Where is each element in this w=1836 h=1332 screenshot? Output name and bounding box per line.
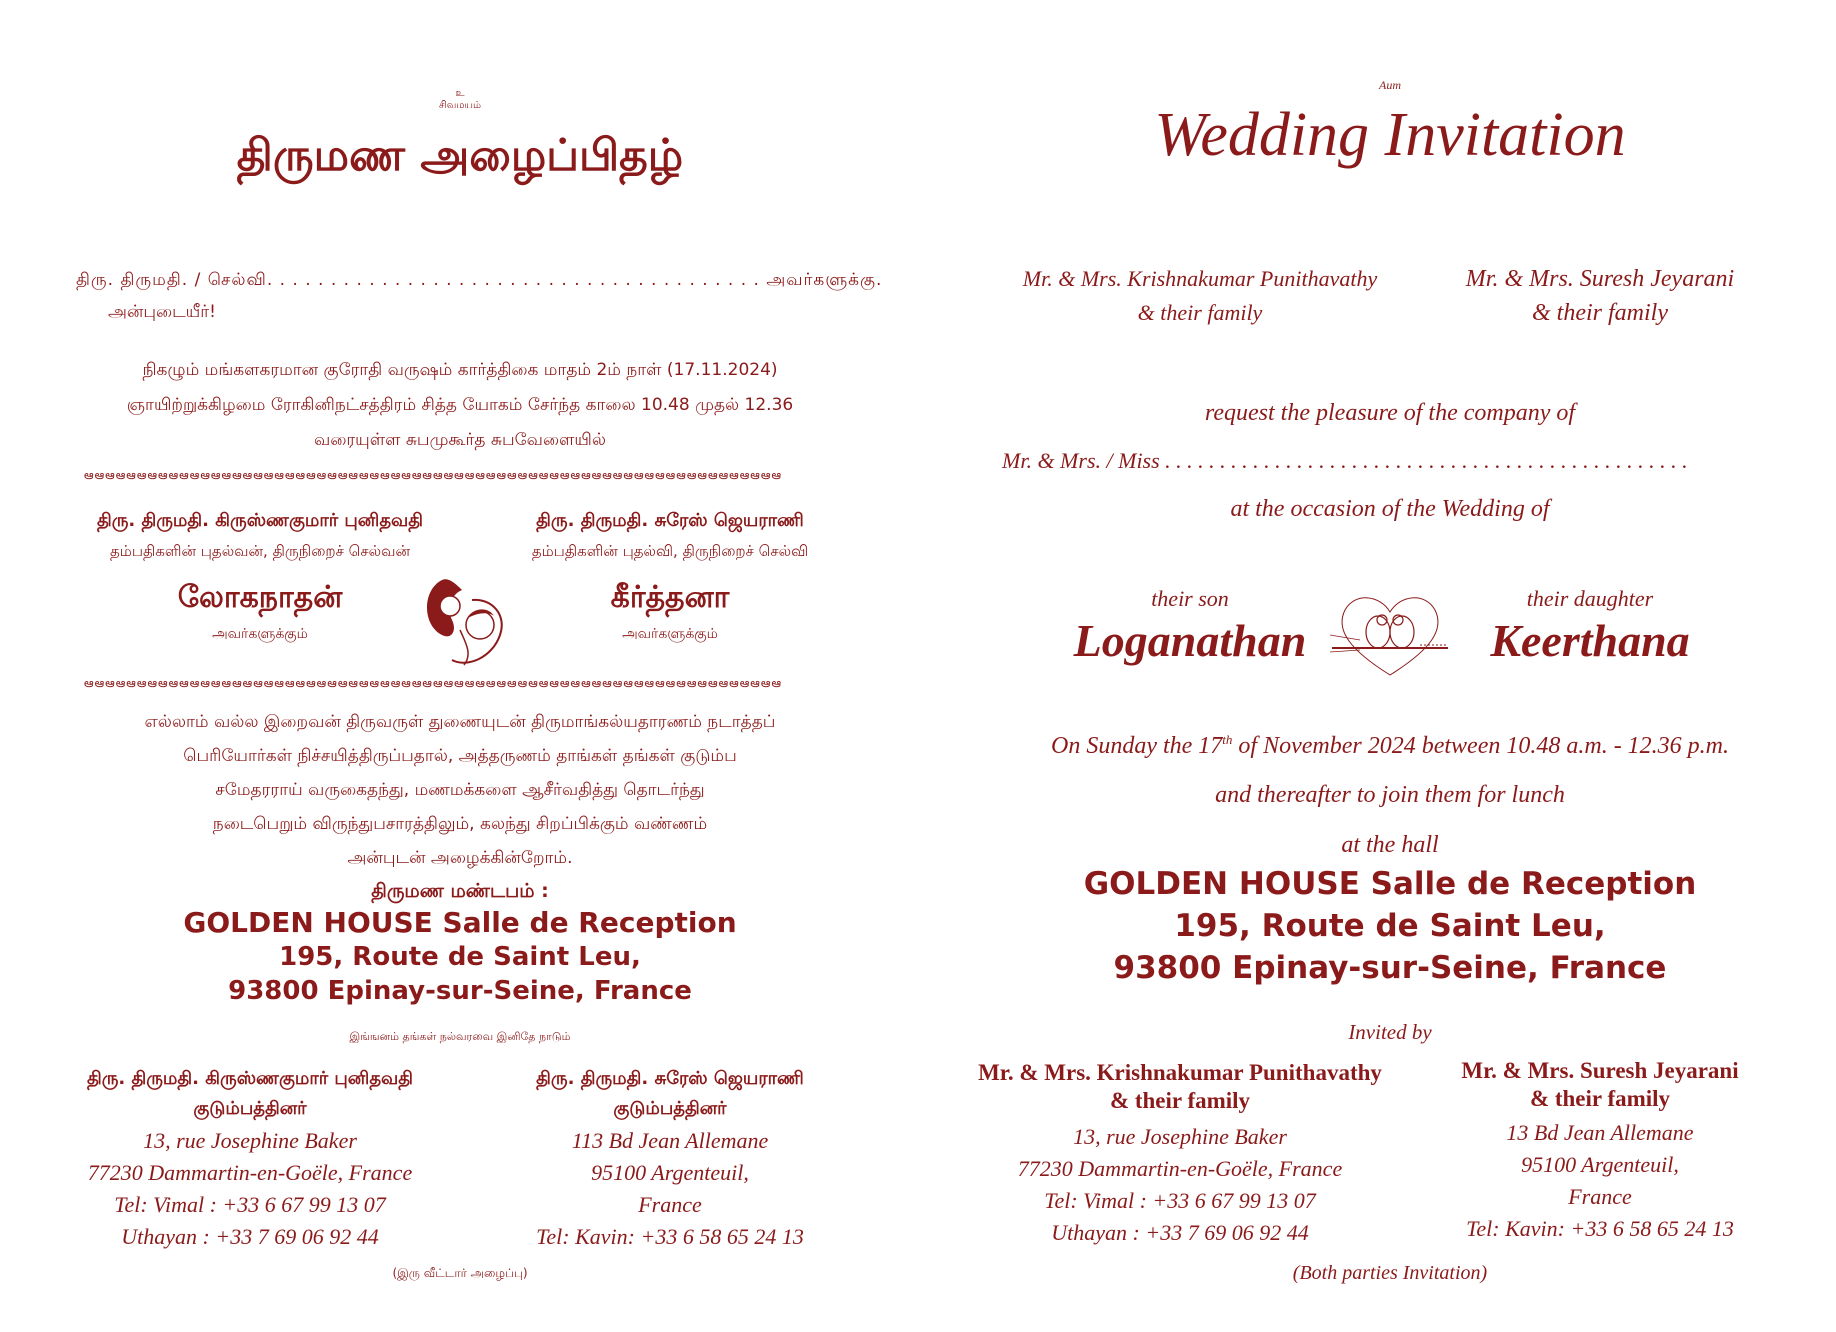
family1-en-address-2: 77230 Dammartin-en-Goële, France <box>1017 1156 1343 1181</box>
lunch-line: and thereafter to join them for lunch <box>1215 782 1565 808</box>
blessing-line-1: எல்லாம் வல்ல இறைவன் திருவருள் துணையுடன் திருமாங்கல்யதாரணம் நடாத்தப் <box>144 712 776 732</box>
groom-relation: தம்பதிகளின் புதல்வன், திருநிறைச் செல்வன் <box>109 542 411 560</box>
bride-relation: தம்பதிகளின் புதல்வி, திருநிறைச் செல்வி <box>531 542 809 560</box>
welcome-line: இங்ஙனம் தங்கள் நல்வரவை இனிதே நாடும் <box>349 1030 571 1043</box>
venue-line-2: 195, Route de Saint Leu, <box>279 942 641 972</box>
family1-phone-2: Uthayan : +33 7 69 06 92 44 <box>121 1224 379 1249</box>
hall-label: திருமண மண்டபம் : <box>371 880 549 902</box>
intro-line-3: வரையுள்ள சுபமுகூர்த சுபவேளையில் <box>314 430 606 450</box>
request-line: request the pleasure of the company of <box>1204 400 1576 426</box>
family2-en-title-2: & their family <box>1529 1086 1671 1111</box>
english-footer: (Both parties Invitation) <box>1292 1262 1488 1284</box>
greeting: அன்புடையீர்! <box>108 302 216 322</box>
family2-address-3: France <box>638 1192 702 1217</box>
couple-illustration-icon <box>412 570 512 670</box>
guest-line: Mr. & Mrs. / Miss . . . . . . . . . . . . . . . . . . . . . . . . . . . . . . . . . . . . . . . . . . . . . . . . <box>1002 448 1688 473</box>
family2-title: திரு. திருமதி. சுரேஸ் ஜெயராணி <box>536 1068 804 1089</box>
parents2-line-1: Mr. & Mrs. Suresh Jeyarani <box>1465 266 1735 292</box>
bride-parents: திரு. திருமதி. சுரேஸ் ஜெயராணி <box>536 510 804 531</box>
salutation-line: திரு. திருமதி. / செல்வி. . . . . . . . . . . . . . . . . . . . . . . . . . . . . . . . . . . . . . . அவர்களுக்கு. <box>76 270 883 290</box>
english-title: Wedding Invitation <box>1154 101 1626 169</box>
family1-en-phone-1: Tel: Vimal : +33 6 67 99 13 07 <box>1044 1188 1316 1213</box>
groom-parents: திரு. திருமதி. கிருஸ்ணகுமார் புனிதவதி <box>96 510 424 531</box>
blessing-line-4: நடைபெறும் விருந்துபசாரத்திலும், கலந்து சிறப்பிக்கும் வண்ணம் <box>212 814 708 834</box>
om-symbol: உ <box>455 88 465 99</box>
parents2-line-2: & their family <box>1532 300 1668 326</box>
parents1-line-1: Mr. & Mrs. Krishnakumar Punithavathy <box>1022 266 1378 291</box>
family2-en-address-1: 13 Bd Jean Allemane <box>1506 1120 1694 1145</box>
bride-avar: அவர்களுக்கும் <box>622 626 718 642</box>
date-sup: th <box>1222 732 1233 747</box>
bride-name-tamil: கீர்த்தனா <box>610 580 730 615</box>
groom-name-tamil: லோகநாதன் <box>177 580 343 615</box>
bride-name: Keerthana <box>1490 615 1690 666</box>
sivamayam-label: சிவமயம் <box>438 100 482 111</box>
occasion-line: at the occasion of the Wedding of <box>1230 496 1550 522</box>
family2-address-2: 95100 Argenteuil, <box>591 1160 749 1185</box>
venue-en-line-3: 93800 Epinay-sur-Seine, France <box>1113 950 1667 986</box>
venue-en-line-2: 195, Route de Saint Leu, <box>1174 908 1606 944</box>
invited-by-label: Invited by <box>1348 1020 1432 1044</box>
parents1-line-2: & their family <box>1137 300 1263 325</box>
blessing-line-5: அன்புடன் அழைக்கின்றோம். <box>347 848 573 868</box>
lovebirds-heart-icon <box>1330 590 1450 680</box>
intro-line-1: நிகழும் மங்களகரமான குரோதி வருஷம் கார்த்திகை மாதம் 2ம் நாள் (17.11.2024) <box>142 360 778 380</box>
family1-phone-1: Tel: Vimal : +33 6 67 99 13 07 <box>114 1192 386 1217</box>
ornament-divider-bottom: ఆఆఆఆఆఆఆఆఆఆఆఆఆఆఆఆఆఆఆఆఆఆఆఆఆఆఆఆఆఆఆఆఆఆఆఆఆఆఆఆఆఆఆఆఆఆఆఆఆఆఆఆఆఆఆఆఆఆఆఆఆఆఆఆఆఆ <box>84 676 783 690</box>
tamil-title: திருமண அழைப்பிதழ் <box>236 130 684 181</box>
family2-phone: Tel: Kavin: +33 6 58 65 24 13 <box>536 1224 804 1249</box>
family1-en-title-1: Mr. & Mrs. Krishnakumar Punithavathy <box>978 1060 1382 1085</box>
family2-en-address-3: France <box>1568 1184 1632 1209</box>
date-pre: On Sunday the 17 <box>1050 733 1223 759</box>
date-line <box>960 732 1820 760</box>
daughter-label: their daughter <box>1526 586 1654 611</box>
family1-en-title-2: & their family <box>1109 1088 1251 1113</box>
family2-address-1: 113 Bd Jean Allemane <box>571 1128 769 1153</box>
son-label: their son <box>1151 586 1229 611</box>
at-hall-line: at the hall <box>1341 832 1439 858</box>
blessing-line-2: பெரியோர்கள் நிச்சயித்திருப்பதால், அத்தருணம் தாங்கள் தங்கள் குடும்ப <box>183 746 737 766</box>
blessing-line-3: சமேதரராய் வருகைதந்து, மணமக்களை ஆசீர்வதித்து தொடர்ந்து <box>215 780 705 800</box>
date-post: of November 2024 between 10.48 a.m. - 12.36 p.m. <box>1232 733 1730 759</box>
venue-line-3: 93800 Epinay-sur-Seine, France <box>228 976 692 1006</box>
tamil-footer: (இரு வீட்டார் அழைப்பு) <box>392 1266 528 1280</box>
ornament-divider-top: ఆఆఆఆఆఆఆఆఆఆఆఆఆఆఆఆఆఆఆఆఆఆఆఆఆఆఆఆఆఆఆఆఆఆఆఆఆఆఆఆఆఆఆఆఆఆఆఆఆఆఆఆఆఆఆఆఆఆఆఆఆఆఆఆఆఆ <box>84 468 783 482</box>
family1-address-2: 77230 Dammartin-en-Goële, France <box>87 1160 413 1185</box>
aum-label: Aum <box>1379 78 1401 92</box>
family2-en-title-1: Mr. & Mrs. Suresh Jeyarani <box>1461 1058 1739 1083</box>
family1-en-address-1: 13, rue Josephine Baker <box>1073 1124 1287 1149</box>
family1-title: திரு. திருமதி. கிருஸ்ணகுமார் புனிதவதி <box>86 1068 414 1089</box>
venue-en-line-1: GOLDEN HOUSE Salle de Reception <box>1083 866 1697 902</box>
venue-line-1: GOLDEN HOUSE Salle de Reception <box>183 906 737 939</box>
groom-name: Loganathan <box>1073 615 1307 666</box>
family1-en-phone-2: Uthayan : +33 7 69 06 92 44 <box>1051 1220 1309 1245</box>
family2-en-phone: Tel: Kavin: +33 6 58 65 24 13 <box>1466 1216 1734 1241</box>
intro-line-2: ஞாயிற்றுக்கிழமை ரோகினிநட்சத்திரம் சித்த யோகம் சேர்ந்த காலை 10.48 முதல் 12.36 <box>126 395 794 415</box>
family2-sub: குடும்பத்தினர் <box>613 1098 727 1119</box>
family2-en-address-2: 95100 Argenteuil, <box>1521 1152 1679 1177</box>
family1-sub: குடும்பத்தினர் <box>193 1098 307 1119</box>
family1-address-1: 13, rue Josephine Baker <box>143 1128 357 1153</box>
groom-avar: அவர்களுக்கும் <box>212 626 308 642</box>
